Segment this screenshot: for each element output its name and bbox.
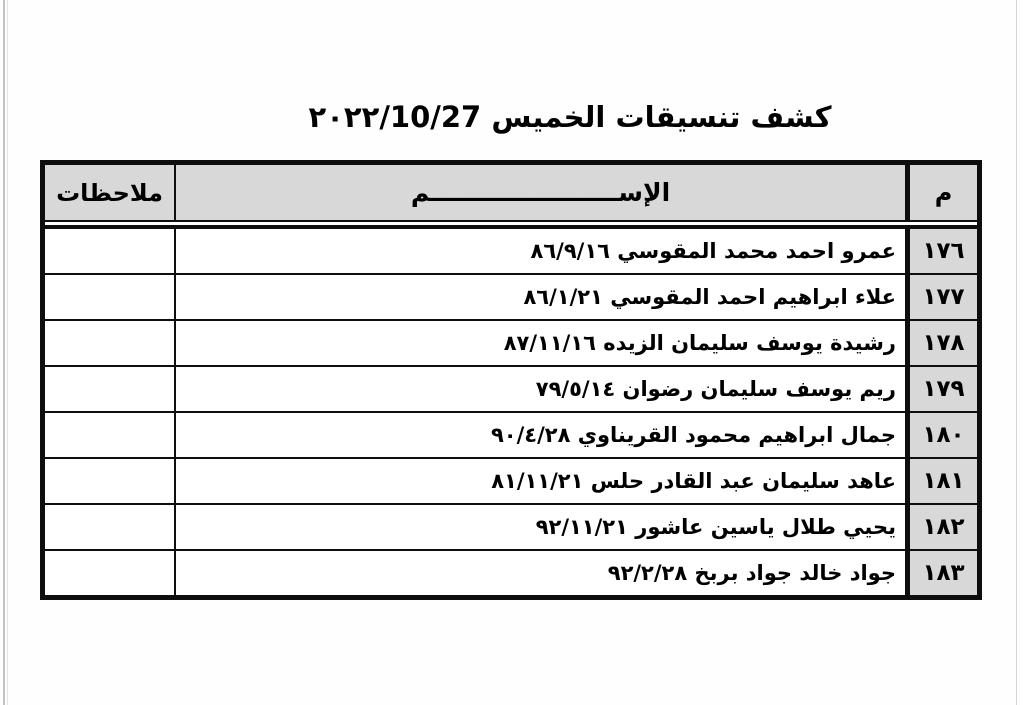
scan-edge-left [3,0,5,705]
table-row [45,503,977,549]
row-notes-cell [45,367,174,411]
row-notes-cell [45,505,174,549]
table-row [45,319,977,365]
row-number-cell: ١٨٢ [905,505,977,549]
table-body [45,225,977,595]
header-cell-notes: ملاحظات [45,165,174,220]
page-title-date: ٢٠٢٢/10/27 [308,100,482,134]
row-notes-cell [45,321,174,365]
row-name-cell: جمال ابراهيم محمود القريناوي ٩٠/٤/٢٨ [174,413,905,457]
row-number-cell: ١٨١ [905,459,977,503]
row-number-cell: ١٨٠ [905,413,977,457]
header-cell-name: الإســــــــــــــــــــــم [174,165,905,220]
coordination-table [40,160,982,600]
row-name-cell: ريم يوسف سليمان رضوان ٧٩/٥/١٤ [174,367,905,411]
row-name-cell: عاهد سليمان عبد القادر حلس ٨١/١١/٢١ [174,459,905,503]
table-row [45,365,977,411]
row-name-cell: جواد خالد جواد بربخ ٩٢/٢/٢٨ [174,551,905,595]
table-row [45,457,977,503]
row-name-cell: يحيي طلال ياسين عاشور ٩٢/١١/٢١ [174,505,905,549]
row-number-cell: ١٧٧ [905,275,977,319]
row-number-cell: ١٧٩ [905,367,977,411]
row-notes-cell [45,413,174,457]
row-notes-cell [45,229,174,273]
page-title [58,100,1024,134]
row-name-cell: رشيدة يوسف سليمان الزيده ٨٧/١١/١٦ [174,321,905,365]
row-number-cell: ١٨٣ [905,551,977,595]
row-number-cell: ١٧٨ [905,321,977,365]
page-title-text: كشف تنسيقات الخميس [491,100,832,134]
header-cell-number: م [905,165,977,220]
table-row [45,273,977,319]
table-header-row [45,165,977,222]
row-notes-cell [45,551,174,595]
row-number-cell: ١٧٦ [905,229,977,273]
table-row [45,549,977,595]
row-name-cell: عمرو احمد محمد المقوسي ٨٦/٩/١٦ [174,229,905,273]
row-name-cell: علاء ابراهيم احمد المقوسي ٨٦/١/٢١ [174,275,905,319]
table-row [45,411,977,457]
row-notes-cell [45,275,174,319]
row-notes-cell [45,459,174,503]
scan-edge-left-highlight [7,0,8,705]
table-row [45,229,977,273]
